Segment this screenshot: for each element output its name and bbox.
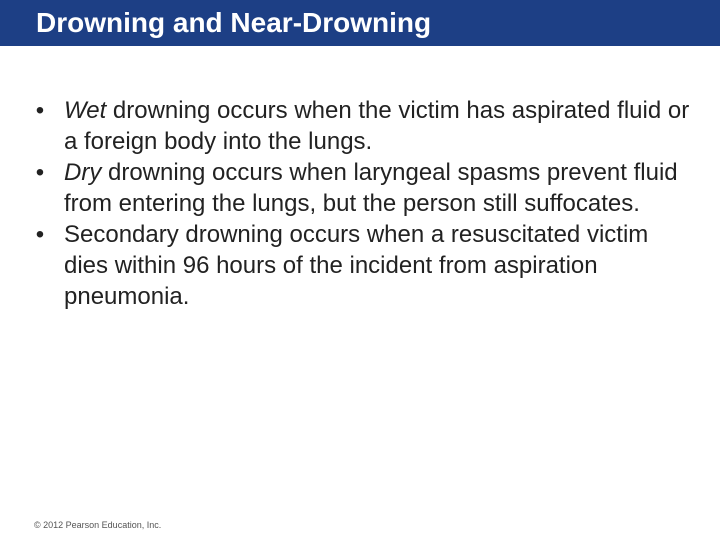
bullet-text: drowning occurs when the victim has aspirated fluid or a foreign body into the lungs. bbox=[64, 97, 690, 155]
bullet-list bbox=[30, 95, 690, 312]
bullet-icon: • bbox=[35, 159, 45, 186]
slide-title: Drowning and Near-Drowning bbox=[36, 7, 432, 38]
copyright-footer: © 2012 Pearson Education, Inc. bbox=[34, 520, 162, 530]
bullet-icon: • bbox=[35, 221, 45, 248]
bullet-item-dry-drowning bbox=[30, 157, 690, 219]
bullet-emphasis: Dry bbox=[64, 159, 102, 186]
title-bar bbox=[0, 0, 720, 46]
bullet-text: drowning occurs when laryngeal spasms prevent fluid from entering the lungs, but the person still suffocates. bbox=[64, 159, 678, 217]
bullet-text: Secondary drowning occurs when a resuscitated victim dies within 96 hours of the incident from aspiration pneumonia. bbox=[64, 221, 649, 310]
bullet-emphasis: Wet bbox=[64, 97, 107, 124]
bullet-icon: • bbox=[35, 97, 45, 124]
bullet-item-wet-drowning bbox=[30, 95, 690, 157]
bullet-item-secondary-drowning bbox=[30, 219, 690, 312]
